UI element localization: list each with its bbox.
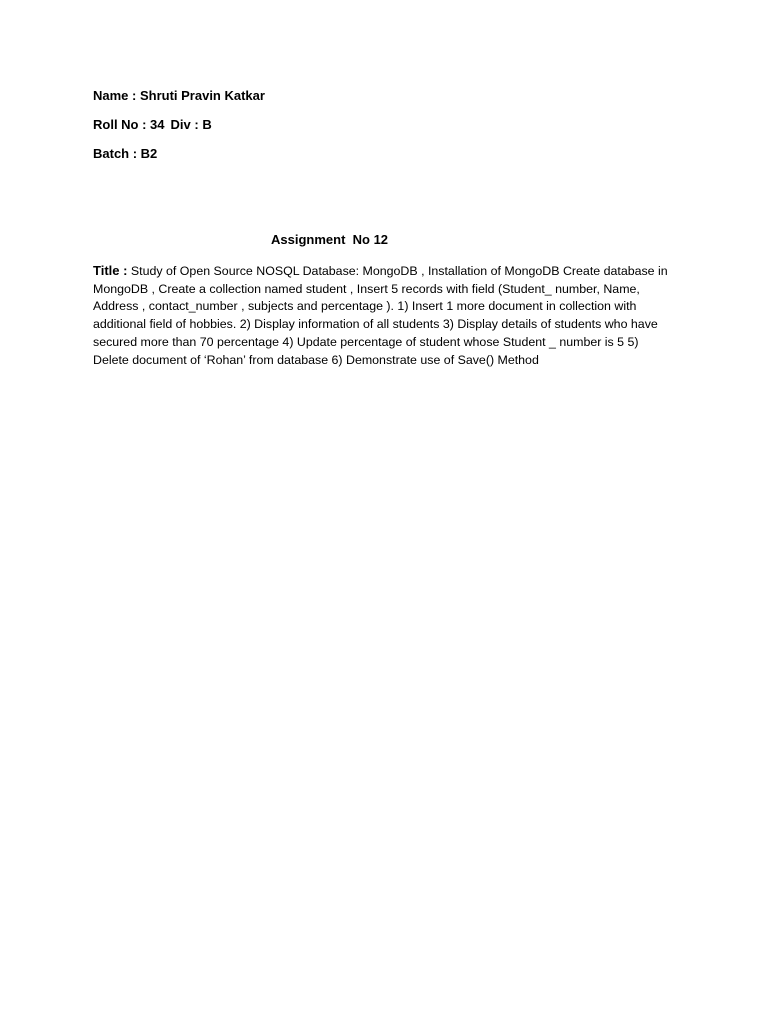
div-label: Div : [170,117,203,132]
div-value: B [202,117,212,132]
name-label: Name : [93,88,140,103]
batch-line [93,146,157,162]
batch-value: B2 [140,146,158,161]
roll-div-line [93,117,212,133]
batch-label: Batch : [93,146,141,161]
student-name-line [93,88,265,104]
roll-value: 34 [150,117,165,132]
name-value: Shruti Pravin Katkar [139,88,265,103]
title-paragraph [93,262,673,369]
roll-label: Roll No : [93,117,151,132]
title-text: Study of Open Source NOSQL Database: MongoDB , Installation of MongoDB Create database in MongoDB , Create a collection named student , Insert 5 records with field (Student_ number, Name, Address , contact_number , subjects and percentage ). 1) Insert 1 more document in collection with additional field of hobbies. 2) Display information of all students 3) Display details of students who have secured more than 70 percentage 4) Update percentage of student whose Student _ number is 5 5) Delete document of ‘Rohan’ from database 6) Demonstrate use of Save() Method [93,264,668,367]
title-label: Title : [93,263,128,278]
assignment-heading: Assignment No 12 [271,232,389,247]
